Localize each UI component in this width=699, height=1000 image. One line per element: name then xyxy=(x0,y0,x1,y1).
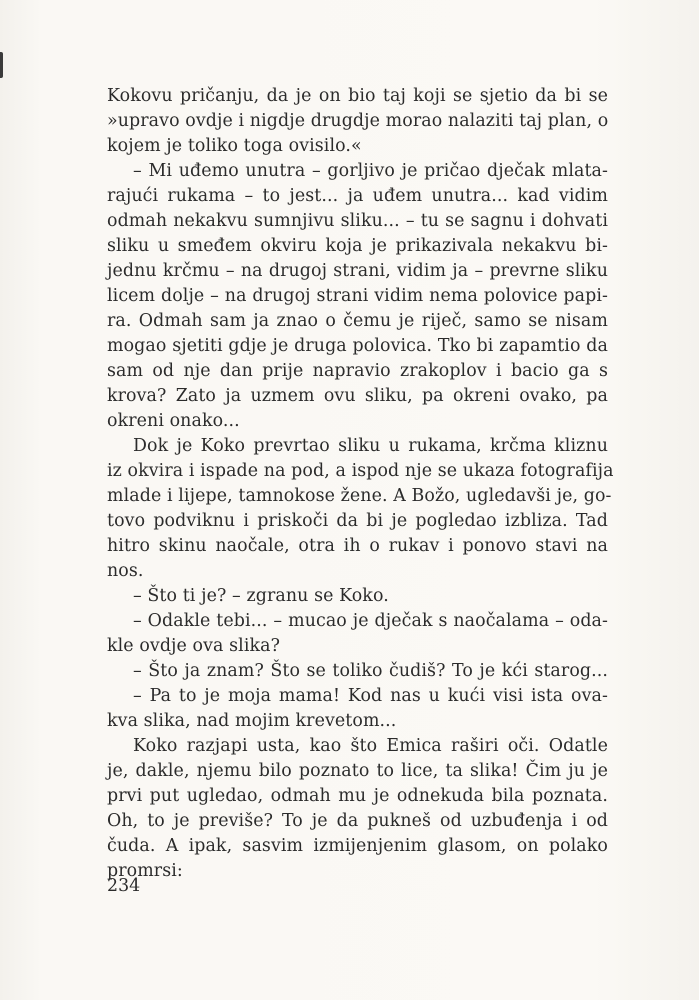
page-number: 234 xyxy=(107,876,141,896)
text-line: Dok je Koko prevrtao sliku u rukama, krčma kliznu xyxy=(133,436,608,456)
text-line: iz okvira i ispade na pod, a ispod nje se ukaza fotografija xyxy=(107,461,614,481)
text-line: kle ovdje ova slika? xyxy=(107,636,281,656)
text-line: – Odakle tebi... – mucao je dječak s naočalama – oda- xyxy=(133,611,608,631)
text-line: Koko razjapi usta, kao što Emica raširi oči. Odatle xyxy=(133,736,608,756)
text-line: mlade i lijepe, tamnokose žene. A Božo, ugledavši je, go- xyxy=(107,486,612,506)
text-line: promrsi: xyxy=(107,861,183,881)
text-line: – Pa to je moja mama! Kod nas u kući visi ista ova- xyxy=(133,686,608,706)
text-line: rajući rukama – to jest... ja uđem unutra... kad vidim xyxy=(107,186,608,206)
text-line: ra. Odmah sam ja znao o čemu je riječ, samo se nisam xyxy=(107,311,608,331)
text-line: – Mi uđemo unutra – gorljivo je pričao dječak mlata- xyxy=(133,161,608,181)
body-text xyxy=(107,84,614,884)
text-line: nos. xyxy=(107,561,144,581)
text-line: jednu krčmu – na drugoj strani, vidim ja – prevrne sliku xyxy=(107,261,608,281)
text-line: krova? Zato ja uzmem ovu sliku, pa okreni ovako, pa xyxy=(107,386,608,406)
text-line: Oh, to je previše? To je da pukneš od uzbuđenja i od xyxy=(107,811,608,831)
text-line: hitro skinu naočale, otra ih o rukav i ponovo stavi na xyxy=(107,536,608,556)
text-line: odmah nekakvu sumnjivu sliku... – tu se sagnu i dohvati xyxy=(107,211,608,231)
text-line: sliku u smeđem okviru koja je prikazivala nekakvu bi- xyxy=(107,236,608,256)
text-line: »upravo ovdje i nigdje drugdje morao nalaziti taj plan, o xyxy=(107,111,609,131)
text-line: Kokovu pričanju, da je on bio taj koji se sjetio da bi se xyxy=(107,86,608,106)
text-line: sam od nje dan prije napravio zrakoplov i bacio ga s xyxy=(107,361,608,381)
text-line: tovo podviknu i priskoči da bi je pogledao izbliza. Tad xyxy=(107,511,608,531)
text-line: okreni onako... xyxy=(107,411,240,431)
text-line: prvi put ugledao, odmah mu je odnekuda bila poznata. xyxy=(107,786,608,806)
text-line: mogao sjetiti gdje je druga polovica. Tko bi zapamtio da xyxy=(107,336,608,356)
text-line: licem dolje – na drugoj strani vidim nema polovice papi- xyxy=(107,286,608,306)
text-line: čuda. A ipak, sasvim izmijenjenim glasom, on polako xyxy=(107,836,608,856)
text-line: je, dakle, njemu bilo poznato to lice, ta slika! Čim ju je xyxy=(107,761,608,781)
text-line: kojem je toliko toga ovisilo.« xyxy=(107,136,362,156)
text-line: kva slika, nad mojim krevetom... xyxy=(107,711,397,731)
page-edge-mark xyxy=(0,52,3,78)
text-line: – Što ja znam? Što se toliko čudiš? To je kći starog... xyxy=(133,661,608,681)
text-line: – Što ti je? – zgranu se Koko. xyxy=(133,586,389,606)
